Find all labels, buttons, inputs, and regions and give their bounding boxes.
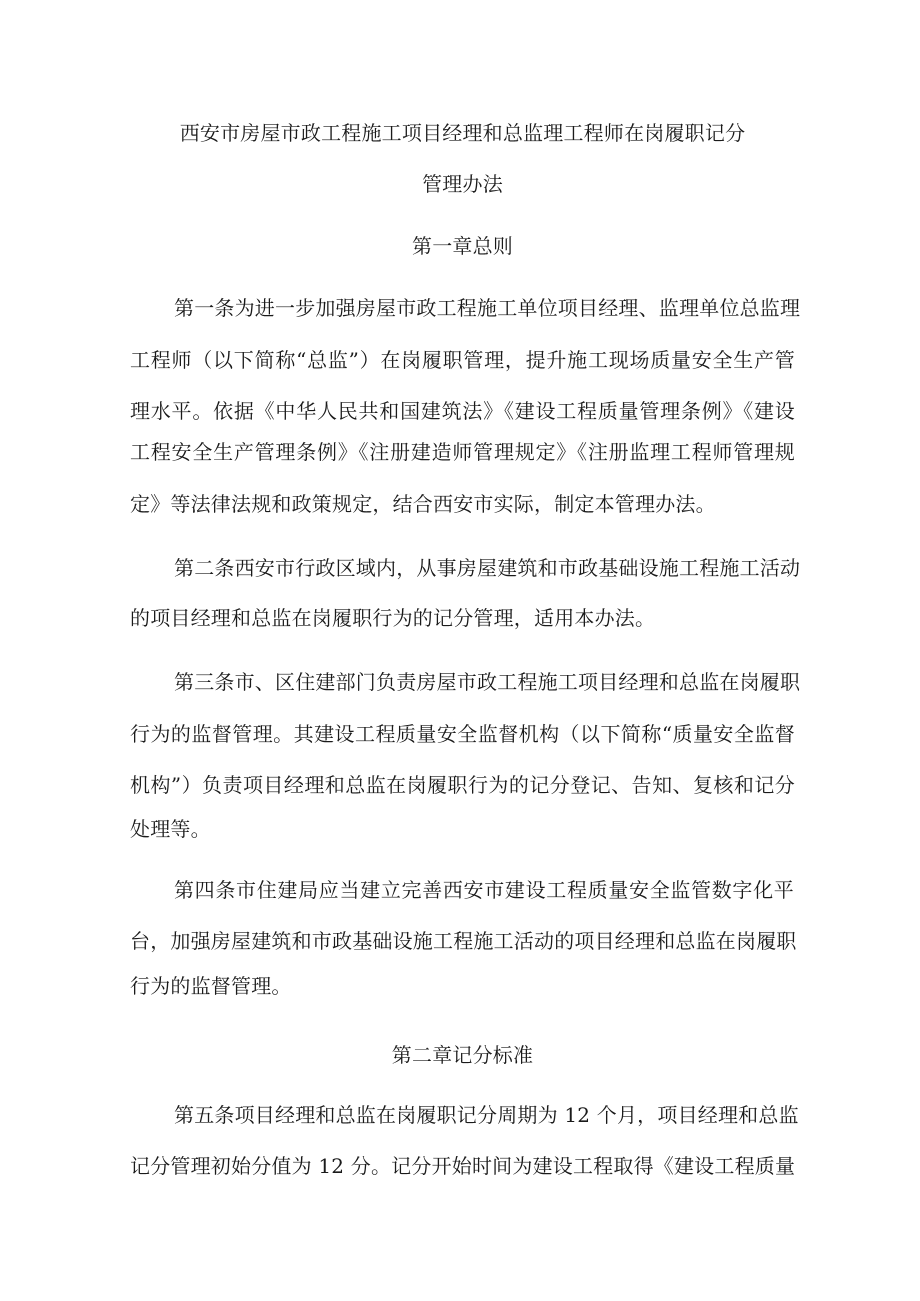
chapter-1-heading: 第一章总则 <box>412 234 513 258</box>
article-3-line: 第三条市、区住建部门负责房屋市政工程施工项目经理和总监在岗履职 <box>174 670 801 694</box>
article-5-line: 第五条项目经理和总监在岗履职记分周期为 12 个月，项目经理和总监 <box>174 1103 799 1127</box>
article-4-line: 台，加强房屋建筑和市政基础设施工程施工活动的项目经理和总监在岗履职 <box>130 929 797 953</box>
article-4-line: 行为的监督管理。 <box>130 974 292 998</box>
document-title-line-1: 西安市房屋市政工程施工项目经理和总监理工程师在岗履职记分 <box>179 121 746 145</box>
article-1-line: 工程安全生产管理条例》《注册建造师管理规定》《注册监理工程师管理规 <box>130 440 795 464</box>
article-1-line: 工程师（以下简称“总监”）在岗履职管理，提升施工现场质量安全生产管 <box>130 348 795 372</box>
document-title-line-2: 管理办法 <box>422 172 503 196</box>
article-2-line: 第二条西安市行政区域内，从事房屋建筑和市政基础设施工程施工活动 <box>174 556 801 580</box>
article-1-line: 理水平。依据《中华人民共和国建筑法》《建设工程质量管理条例》《建设 <box>130 399 795 423</box>
article-4-line: 第四条市住建局应当建立完善西安市建设工程质量安全监管数字化平 <box>174 878 794 902</box>
article-3-line: 机构”）负责项目经理和总监在岗履职行为的记分登记、告知、复核和记分 <box>130 773 795 797</box>
article-3-line: 处理等。 <box>130 817 211 841</box>
article-2-line: 的项目经理和总监在岗履职行为的记分管理，适用本办法。 <box>130 606 656 630</box>
article-1-line: 定》等法律法规和政策规定，结合西安市实际，制定本管理办法。 <box>130 492 716 516</box>
chapter-2-heading: 第二章记分标准 <box>391 1043 534 1067</box>
article-5-line: 记分管理初始分值为 12 分。记分开始时间为建设工程取得《建设工程质量 <box>130 1154 796 1178</box>
article-3-line: 行为的监督管理。其建设工程质量安全监督机构（以下简称“质量安全监督 <box>130 722 795 746</box>
article-1-line: 第一条为进一步加强房屋市政工程施工单位项目经理、监理单位总监理 <box>174 296 801 320</box>
